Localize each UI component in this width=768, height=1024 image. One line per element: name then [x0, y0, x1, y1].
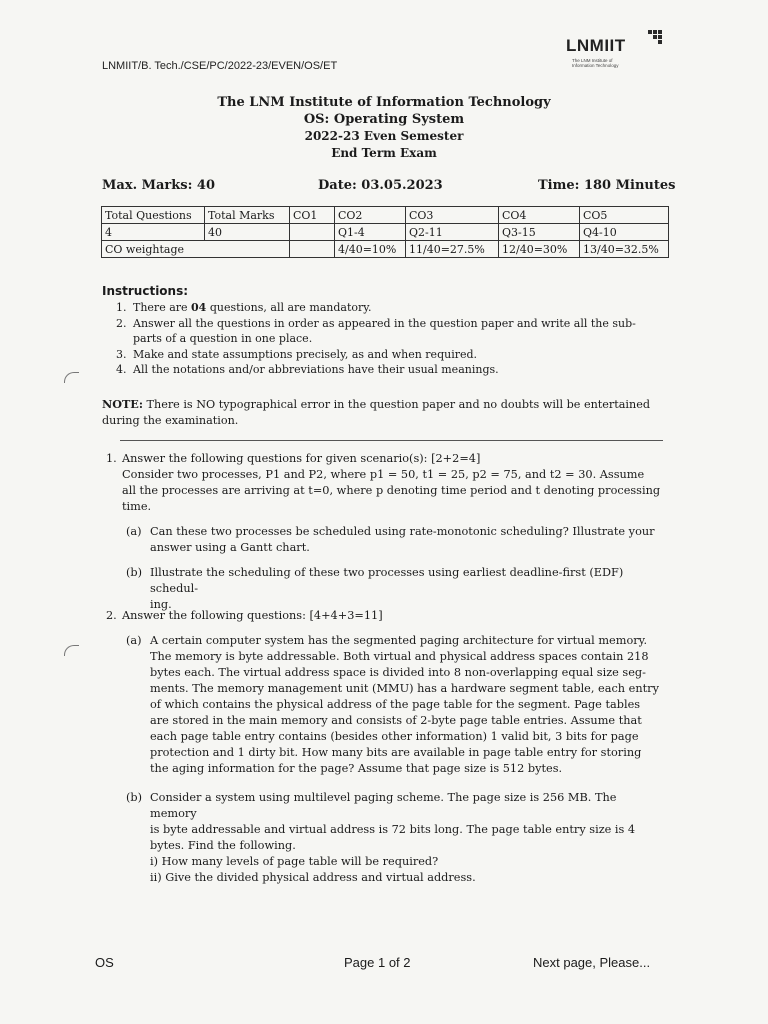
- question-1a: (a) Can these two processes be scheduled using rate-monotonic scheduling? Illustrate your answer using a Gantt chart.: [126, 525, 655, 554]
- note-label: NOTE:: [102, 397, 143, 411]
- table-cell: Q4-10: [580, 224, 669, 241]
- table-cell: Q2-11: [406, 224, 499, 241]
- table-cell: 40: [205, 224, 290, 241]
- table-row: [102, 207, 669, 224]
- table-cell: [290, 224, 335, 241]
- question-2: 2. Answer the following questions: [4+4+3=11]: [106, 609, 383, 622]
- question-1: 1. Answer the following questions for given scenario(s): [2+2=4] Consider two processes, P1 and P2, where p1 = 50, t1 = 25, p2 = 75, and t2 = 30. Assume all the processes are arriving at t=0, where p denoting time period and t denoting processing time.: [106, 452, 661, 513]
- institute-title: The LNM Institute of Information Technology: [217, 95, 551, 110]
- question-2b: (b) Consider a system using multilevel paging scheme. The page size is 256 MB. The memory is byte addressable and virtual address is 72 bits long. The page table entry size is 4 bytes. Find the following. i) How many levels of page table will be required? ii) Give the divided physical address and virtual address.: [126, 791, 636, 884]
- list-item: 1. There are 04 questions, all are mandatory.: [116, 301, 372, 314]
- section-divider: [120, 440, 663, 441]
- table-cell: [290, 241, 335, 258]
- semester-title: 2022-23 Even Semester: [304, 129, 464, 143]
- footer-course: OS: [95, 955, 114, 970]
- list-item: 4. All the notations and/or abbreviations have their usual meanings.: [116, 363, 499, 376]
- table-cell: CO3: [406, 207, 499, 224]
- table-cell: Total Marks: [205, 207, 290, 224]
- table-cell: 4: [102, 224, 205, 241]
- exam-title: End Term Exam: [331, 146, 437, 160]
- footer-next-page: Next page, Please...: [533, 955, 651, 970]
- table-cell: Q1-4: [335, 224, 406, 241]
- table-cell: CO5: [580, 207, 669, 224]
- footer-page-number: Page 1 of 2: [344, 955, 411, 970]
- note-block: NOTE: There is NO typographical error in the question paper and no doubts will be entertained during the examination.: [102, 397, 651, 427]
- punch-hole-mark: [64, 372, 79, 383]
- table-cell: CO4: [499, 207, 580, 224]
- instructions-heading: Instructions:: [102, 284, 189, 298]
- list-item: 2. Answer all the questions in order as appeared in the question paper and write all the sub- parts of a question in one place.: [116, 316, 636, 345]
- table-cell: CO2: [335, 207, 406, 224]
- question-1b: (b) Illustrate the scheduling of these two processes using earliest deadline-first (EDF) schedul- ing.: [126, 566, 624, 611]
- table-cell: 4/40=10%: [335, 241, 406, 258]
- institute-logo: [566, 28, 676, 72]
- table-cell: CO weightage: [102, 241, 290, 258]
- table-row: [102, 241, 669, 258]
- document-code: LNMIIT/B. Tech./CSE/PC/2022-23/EVEN/OS/ET: [102, 60, 338, 72]
- list-item: 3. Make and state assumptions precisely, as and when required.: [116, 347, 478, 361]
- table-cell: Q3-15: [499, 224, 580, 241]
- logo-wordmark: LNMIIT: [566, 36, 626, 55]
- table-cell: Total Questions: [102, 207, 205, 224]
- table-cell: 11/40=27.5%: [406, 241, 499, 258]
- exam-duration: Time: 180 Minutes: [538, 178, 676, 193]
- punch-hole-mark: [64, 645, 79, 656]
- table-row: [102, 224, 669, 241]
- logo-subtitle: The LNM Institute of Information Technology: [572, 58, 619, 68]
- question-2a: (a) A certain computer system has the segmented paging architecture for virtual memory. The memory is byte addressable. Both virtual and physical address spaces contain 218 bytes each. The virtual address space is divided into 8 non-overlapping equal size seg- ments. The memory management unit (MMU) has a hardware segment table, each entry of which contains the physical address of the page table for the segment. Page tables are stored in the main memory and consists of 2-byte page table entries. Assume that each page table entry contains (besides other information) 1 valid bit, 3 bits for page protection and 1 dirty bit. How many bits are available in page table entry for storing the aging information for the page? Assume that page size is 512 bytes.: [126, 634, 659, 775]
- table-cell: CO1: [290, 207, 335, 224]
- co-mapping-table: [101, 206, 669, 258]
- table-cell: 13/40=32.5%: [580, 241, 669, 258]
- course-title: OS: Operating System: [303, 112, 465, 127]
- max-marks: Max. Marks: 40: [102, 178, 216, 193]
- exam-date: Date: 03.05.2023: [318, 178, 443, 193]
- instructions-list: [116, 300, 666, 378]
- logo-squares-icon: [648, 30, 664, 46]
- table-cell: 12/40=30%: [499, 241, 580, 258]
